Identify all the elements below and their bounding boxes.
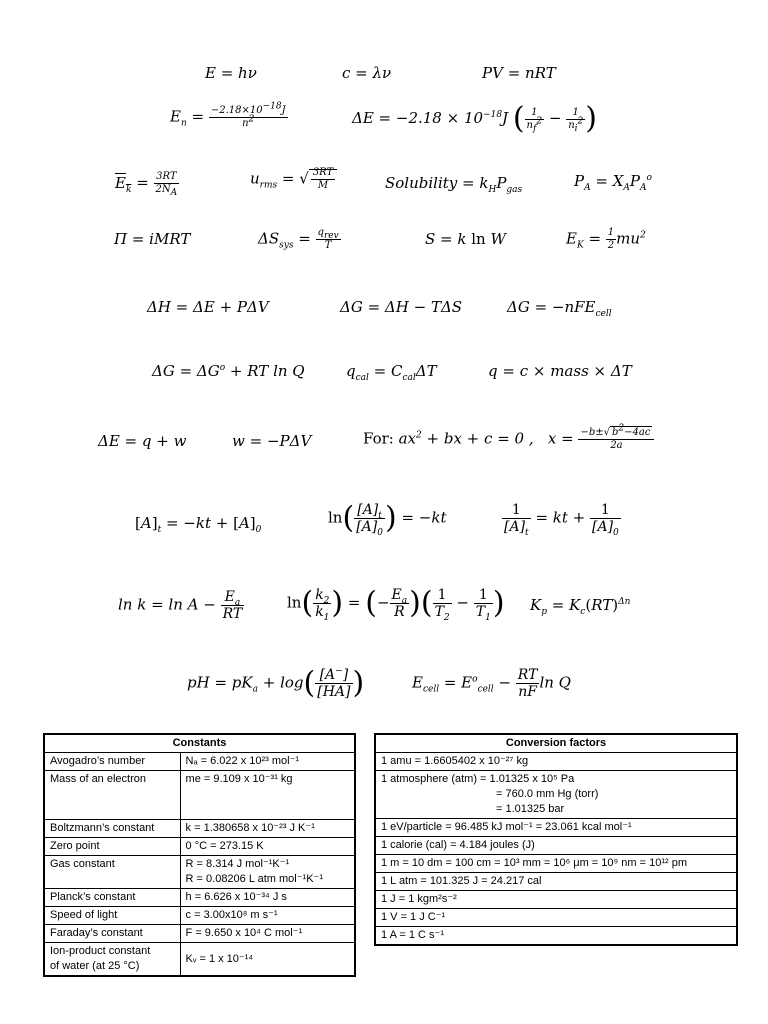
constant-name: Mass of an electron — [44, 771, 180, 820]
table-row — [375, 855, 737, 873]
table-row — [44, 856, 355, 889]
constant-name-line: of water (at 25 °C) — [50, 960, 140, 972]
eq-ideal-gas: PV = nRT — [482, 64, 556, 82]
eq-second-order: $\frac{1}{[A]_t}$ = kt + $\frac{1}{[A]_0}$ — [504, 502, 619, 538]
constant-value: k = 1.380658 x 10⁻²³ J K⁻¹ — [180, 820, 355, 838]
table-row — [44, 771, 355, 820]
eq-kp-kc: $K_p = K_c(RT)^{\Delta n}$ — [530, 596, 631, 617]
conversion-factor: 1 V = 1 J C⁻¹ — [375, 909, 737, 927]
eq-gibbs: ΔG = ΔH − TΔS — [340, 298, 463, 316]
constant-value — [180, 856, 355, 889]
conversion-title: Conversion factors — [375, 734, 737, 753]
eq-quadratic: For: $ax^2$ + bx + c = 0 , x = $\frac{-b\pm√ b^2-4ac}{2a}$ — [363, 428, 654, 451]
eq-first-law: ΔE = q + w — [98, 432, 187, 450]
table-row — [44, 838, 355, 856]
conversion-factor: 1 eV/particle = 96.485 kJ mol⁻¹ = 23.061 kcal mol⁻¹ — [375, 819, 737, 837]
eq-bohr-energy: $E_n$ = $\frac{-2.18\times 10^{-18}J}{n^2}$ — [170, 101, 286, 129]
conversion-line: = 1.01325 bar — [496, 803, 565, 815]
constant-value: 0 °C = 273.15 K — [180, 838, 355, 856]
conversion-line: = 760.0 mm Hg (torr) — [496, 788, 599, 800]
constants-table — [43, 733, 356, 977]
constant-value: Nₐ = 6.022 x 10²³ mol⁻¹ — [180, 753, 355, 771]
eq-kinetic-avg: $E_k$ = $\frac{3RT}{2N_A}$ — [115, 171, 178, 198]
table-row — [375, 753, 737, 771]
conversion-factor: 1 amu = 1.6605402 x 10⁻²⁷ kg — [375, 753, 737, 771]
table-row — [44, 753, 355, 771]
eq-raoult: $P_A = X_AP_A^o$ — [574, 172, 652, 193]
constant-value: h = 6.626 x 10⁻³⁴ J s — [180, 889, 355, 907]
constant-name: Gas constant — [44, 856, 180, 889]
eq-calorimeter: $q_{cal} = C_{cal}\Delta T$ — [346, 362, 437, 383]
eq-arrhenius-two: ln( $\frac{k_2}{k_1}$ ) = (− $\frac{E_a}{R}$ )( $\frac{1}{T_2}$ − $\frac{1}{T_1}$ ) — [287, 585, 505, 623]
eq-wave: c = λν — [342, 64, 392, 82]
eq-gibbs-cell: ΔG = −nFE$_{cell}$ — [507, 298, 612, 319]
constant-value-line: R = 8.314 J mol⁻¹K⁻¹ — [185, 858, 290, 870]
eq-enthalpy: ΔH = ΔE + PΔV — [147, 298, 269, 316]
eq-kinetic-energy: $E_K$ = $\frac{1}{2}$ $mu^2$ — [566, 227, 646, 251]
table-row — [44, 907, 355, 925]
eq-henderson: pH = $pK_a + \log$( $\frac{[A^-]}{[HA]}$ ) — [187, 665, 365, 701]
constant-value: me = 9.109 x 10⁻³¹ kg — [180, 771, 355, 820]
constant-value: F = 9.650 x 10⁴ C mol⁻¹ — [180, 925, 355, 943]
eq-osmotic: Π = iMRT — [114, 230, 191, 248]
table-row — [44, 943, 355, 977]
table-row — [375, 891, 737, 909]
constant-name: Boltzmann’s constant — [44, 820, 180, 838]
table-row — [375, 909, 737, 927]
table-row — [375, 819, 737, 837]
constant-name: Zero point — [44, 838, 180, 856]
eq-heat: q = c × mass × ΔT — [488, 362, 632, 380]
eq-henry: Solubility = $k_HP_{gas}$ — [385, 174, 523, 195]
constant-value: Kᵥ = 1 x 10⁻¹⁴ — [180, 943, 355, 977]
table-row — [44, 820, 355, 838]
constant-name: Faraday’s constant — [44, 925, 180, 943]
conversion-factor — [375, 771, 737, 819]
table-row — [375, 837, 737, 855]
constant-value: c = 3.00x10⁸ m s⁻¹ — [180, 907, 355, 925]
constant-name: Speed of light — [44, 907, 180, 925]
constant-name: Planck’s constant — [44, 889, 180, 907]
eq-arrhenius: ln k = ln A − $\frac{E_a}{RT}$ — [118, 589, 243, 622]
eq-first-order: ln( $\frac{[A]_t}{[A]_0}$ ) = −kt — [328, 500, 447, 538]
constant-name-line: Ion-product constant — [50, 945, 151, 957]
eq-planck: E = hν — [205, 64, 257, 82]
eq-gibbs-q: $\Delta G = \Delta G^o$ + RT ln Q — [152, 362, 305, 380]
conversion-factor: 1 J = 1 kgm²s⁻² — [375, 891, 737, 909]
constant-value-line: R = 0.08206 L atm mol⁻¹K⁻¹ — [185, 873, 324, 885]
conversion-factor: 1 m = 10 dm = 100 cm = 10³ mm = 10⁶ μm = 10⁹ nm = 10¹² pm — [375, 855, 737, 873]
eq-nernst: $E_{cell} = E^o_{cell}$ − $\frac{RT}{nF}$ ln Q — [412, 667, 571, 700]
eq-entropy-sys: $\Delta S_{sys}$ = $\frac{q_{rev}}{T}$ — [258, 227, 339, 251]
table-row — [375, 771, 737, 819]
eq-zero-order: $[A]_t = -kt + [A]_0$ — [135, 514, 262, 535]
constant-name: Avogadro’s number — [44, 753, 180, 771]
table-row — [44, 889, 355, 907]
constants-title: Constants — [44, 734, 355, 753]
table-row — [375, 927, 737, 946]
table-row — [44, 925, 355, 943]
conversion-line: 1 atmosphere (atm) = 1.01325 x 10⁵ Pa — [381, 773, 575, 785]
constant-name — [44, 943, 180, 977]
conversion-table — [374, 733, 738, 946]
table-row — [375, 873, 737, 891]
eq-bohr-transition: $\Delta E = -2.18 \times 10^{-18}J$ ( $\frac{1}{n_f^2}$ − $\frac{1}{n_i^2}$ ) — [352, 101, 597, 136]
eq-boltzmann-entropy: S = k ln W — [425, 230, 506, 248]
eq-urms: $u_{rms}$ = √ $\frac{3RT}{M}$ — [250, 168, 337, 191]
conversion-factor: 1 A = 1 C s⁻¹ — [375, 927, 737, 946]
eq-work: w = −PΔV — [232, 432, 312, 450]
conversion-factor: 1 L atm = 101.325 J = 24.217 cal — [375, 873, 737, 891]
conversion-factor: 1 calorie (cal) = 4.184 joules (J) — [375, 837, 737, 855]
